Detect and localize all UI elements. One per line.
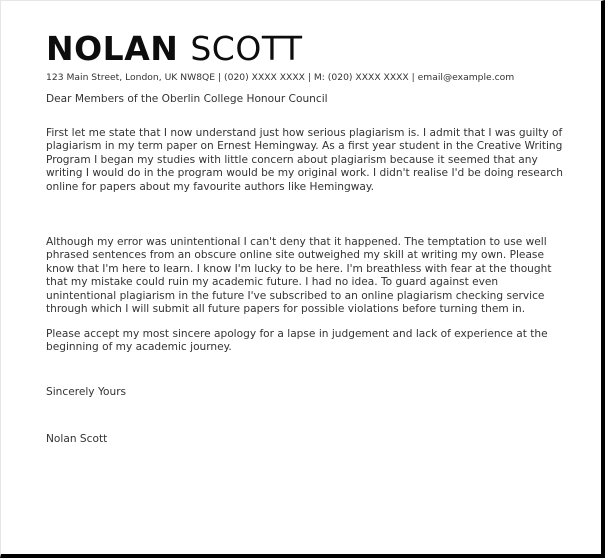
- salutation: Dear Members of the Oberlin College Honour Council: [46, 93, 328, 105]
- sender-name: [46, 29, 303, 69]
- closing: Sincerely Yours: [46, 386, 127, 398]
- sender-last-name: SCOTT: [190, 29, 303, 68]
- signature: Nolan Scott: [46, 433, 108, 445]
- contact-line: 123 Main Street, London, UK NW8QE | (020) XXXX XXXX | M: (020) XXXX XXXX | email@example.com: [46, 72, 515, 83]
- paragraph-2: Although my error was unintentional I can't deny that it happened. The temptation to use well phrased sentences from an obscure online site outweighed my skill at writing my own. Please know that I'm here to learn. I know I'm lucky to be here. I'm breathless with fear at the thought that my mistake could ruin my academic future. I had no idea. To guard against even unintentional plagiarism in the future I've subscribed to an online plagiarism checking service through which I will submit all future papers for possible violations before turning them in.: [46, 236, 552, 316]
- sender-first-name: NOLAN: [46, 29, 179, 68]
- paragraph-1: First let me state that I now understand just how serious plagiarism is. I admit that I was guilty of plagiarism in my term paper on Ernest Hemingway. As a first year student in the Creative Writing Program I began my studies with little concern about plagiarism because it seemed that any writing I would do in the program would be my original work. I didn't realise I'd be doing research online for papers about my favourite authors like Hemingway.: [46, 127, 563, 193]
- paragraph-3: Please accept my most sincere apology for a lapse in judgement and lack of experience at the beginning of my academic journey.: [46, 328, 548, 354]
